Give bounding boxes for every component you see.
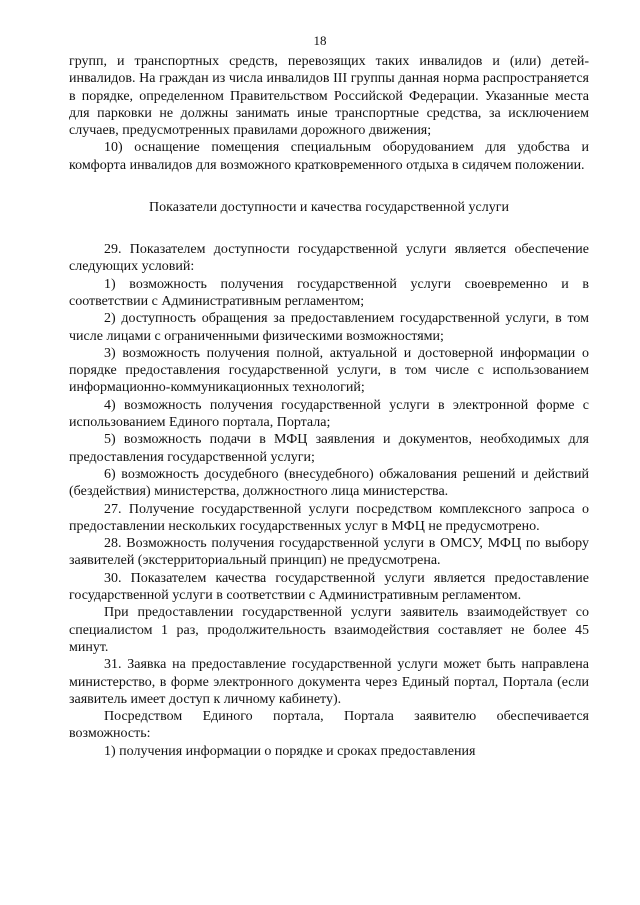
page-number: 18 <box>313 33 327 48</box>
paragraph: 31. Заявка на предоставление государственной услуги может быть направлена министерство, в форме электронного документа через Единый портал, Портала (если заявитель имеет доступ к личному кабинету). <box>69 657 589 707</box>
paragraphs-before-heading <box>69 53 589 174</box>
paragraphs-after-heading <box>69 241 589 760</box>
section-heading: Показатели доступности и качества государственной услуги <box>149 200 509 216</box>
paragraph: 5) возможность подачи в МФЦ заявления и документов, необходимых для предоставления государственной услуги; <box>69 432 589 465</box>
paragraph: 4) возможность получения государственной услуги в электронной форме с использованием Единого портала, Портала; <box>69 397 589 431</box>
paragraph: 10) оснащение помещения специальным оборудованием для удобства и комфорта инвалидов для возможного кратковременного отдыха в сидячем положении. <box>69 140 589 173</box>
paragraph: При предоставлении государственной услуги заявитель взаимодействует со специалистом 1 раз, продолжительность взаимодействия составляет не более 45 минут. <box>69 605 589 655</box>
paragraph: Посредством Единого портала, Портала заявителю обеспечивается возможность: <box>69 709 589 742</box>
paragraph: 6) возможность досудебного (внесудебного) обжалования решений и действий (бездействия) министерства, должностного лица министерства. <box>69 466 589 500</box>
paragraph: 3) возможность получения полной, актуальной и достоверной информации о порядке предоставления государственной услуги, в том числе с использованием информационно-коммуникационных технологий; <box>69 345 589 396</box>
paragraph: 30. Показателем качества государственной услуги является предоставление государственной услуги в соответствии с Административным регламентом. <box>69 570 589 604</box>
paragraph: 2) доступность обращения за предоставлением государственной услуги, в том числе лицами с ограниченными физическими возможностями; <box>69 311 589 344</box>
paragraph: групп, и транспортных средств, перевозящих таких инвалидов и (или) детей-инвалидов. На граждан из числа инвалидов III группы данная норма распространяется в порядке, определенном Правительством Российской Федерации. Указанные места для парковки не должны занимать иные транспортные средства, за исключением случаев, предусмотренных правилами дорожного движения; <box>69 54 589 139</box>
paragraph: 29. Показателем доступности государственной услуги является обеспечение следующих условий: <box>69 242 589 275</box>
page-content <box>69 53 589 760</box>
paragraph: 1) возможность получения государственной услуги своевременно и в соответствии с Административным регламентом; <box>69 276 589 309</box>
paragraph: 28. Возможность получения государственной услуги в ОМСУ, МФЦ по выбору заявителей (экстерриториальный принцип) не предусмотрена. <box>69 536 589 569</box>
paragraph: 1) получения информации о порядке и сроках предоставления <box>104 743 476 759</box>
paragraph: 27. Получение государственной услуги посредством комплексного запроса о предоставлении нескольких государственных услуг в МФЦ не предусмотрено. <box>69 501 589 534</box>
